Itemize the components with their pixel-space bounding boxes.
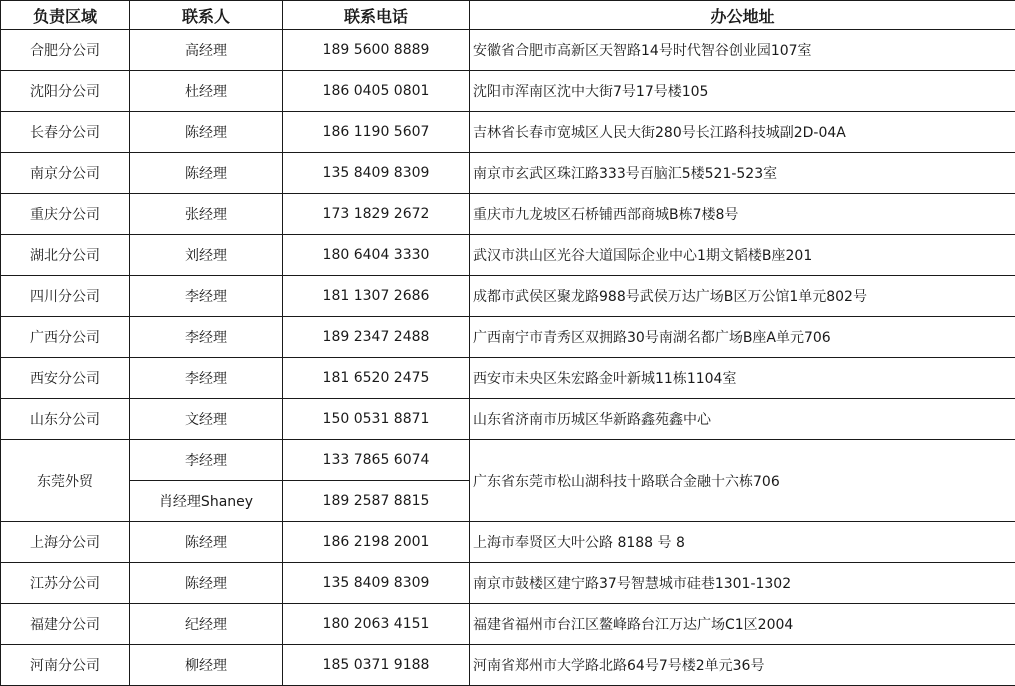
address-cell: 南京市鼓楼区建宁路37号智慧城市硅巷1301-1302 <box>470 563 1015 604</box>
phone-cell: 181 1307 2686 <box>283 276 470 317</box>
phone-cell: 185 0371 9188 <box>283 645 470 686</box>
region-cell: 广西分公司 <box>1 317 130 358</box>
contact-cell: 李经理 <box>130 276 283 317</box>
contact-cell: 杜经理 <box>130 71 283 112</box>
address-cell: 河南省郑州市大学路北路64号7号楼2单元36号 <box>470 645 1015 686</box>
table-row <box>1 645 1015 686</box>
address-cell: 吉林省长春市宽城区人民大街280号长江路科技城副2D-04A <box>470 112 1015 153</box>
region-cell: 福建分公司 <box>1 604 130 645</box>
phone-cell: 189 2587 8815 <box>283 481 470 522</box>
region-cell: 南京分公司 <box>1 153 130 194</box>
phone-cell: 173 1829 2672 <box>283 194 470 235</box>
header-contact: 联系人 <box>130 1 283 30</box>
phone-cell: 189 5600 8889 <box>283 30 470 71</box>
phone-cell: 135 8409 8309 <box>283 153 470 194</box>
table-row <box>1 30 1015 71</box>
table-row <box>1 112 1015 153</box>
table-row-dongguan <box>1 440 1015 481</box>
table-row <box>1 522 1015 563</box>
phone-cell: 186 1190 5607 <box>283 112 470 153</box>
contact-cell: 高经理 <box>130 30 283 71</box>
phone-cell: 186 2198 2001 <box>283 522 470 563</box>
phone-cell: 180 6404 3330 <box>283 235 470 276</box>
contact-cell: 陈经理 <box>130 522 283 563</box>
contact-cell: 肖经理Shaney <box>130 481 283 522</box>
contact-cell: 纪经理 <box>130 604 283 645</box>
region-cell: 河南分公司 <box>1 645 130 686</box>
address-cell: 沈阳市浑南区沈中大街7号17号楼105 <box>470 71 1015 112</box>
address-cell: 成都市武侯区聚龙路988号武侯万达广场B区万公馆1单元802号 <box>470 276 1015 317</box>
header-region: 负责区域 <box>1 1 130 30</box>
address-cell: 西安市未央区朱宏路金叶新城11栋1104室 <box>470 358 1015 399</box>
table-row <box>1 317 1015 358</box>
contact-cell: 陈经理 <box>130 112 283 153</box>
region-cell: 山东分公司 <box>1 399 130 440</box>
region-cell: 江苏分公司 <box>1 563 130 604</box>
header-row <box>1 1 1015 30</box>
table-row <box>1 153 1015 194</box>
region-cell: 上海分公司 <box>1 522 130 563</box>
phone-cell: 181 6520 2475 <box>283 358 470 399</box>
contact-cell: 李经理 <box>130 358 283 399</box>
address-cell: 南京市玄武区珠江路333号百脑汇5楼521-523室 <box>470 153 1015 194</box>
table-row <box>1 276 1015 317</box>
table-row <box>1 71 1015 112</box>
address-cell: 重庆市九龙坡区石桥铺西部商城B栋7楼8号 <box>470 194 1015 235</box>
contact-cell: 李经理 <box>130 317 283 358</box>
contact-cell: 陈经理 <box>130 563 283 604</box>
contact-cell: 李经理 <box>130 440 283 481</box>
region-cell: 沈阳分公司 <box>1 71 130 112</box>
address-cell: 广东省东莞市松山湖科技十路联合金融十六栋706 <box>470 440 1015 522</box>
region-cell: 湖北分公司 <box>1 235 130 276</box>
address-cell: 广西南宁市青秀区双拥路30号南湖名都广场B座A单元706 <box>470 317 1015 358</box>
region-cell: 四川分公司 <box>1 276 130 317</box>
contact-cell: 文经理 <box>130 399 283 440</box>
contact-cell: 柳经理 <box>130 645 283 686</box>
phone-cell: 150 0531 8871 <box>283 399 470 440</box>
phone-cell: 180 2063 4151 <box>283 604 470 645</box>
region-cell: 长春分公司 <box>1 112 130 153</box>
phone-cell: 186 0405 0801 <box>283 71 470 112</box>
table-row <box>1 235 1015 276</box>
phone-cell: 135 8409 8309 <box>283 563 470 604</box>
region-cell: 重庆分公司 <box>1 194 130 235</box>
region-cell: 合肥分公司 <box>1 30 130 71</box>
address-cell: 上海市奉贤区大叶公路 8188 号 8 <box>470 522 1015 563</box>
phone-cell: 189 2347 2488 <box>283 317 470 358</box>
region-cell: 西安分公司 <box>1 358 130 399</box>
address-cell: 武汉市洪山区光谷大道国际企业中心1期文韬楼B座201 <box>470 235 1015 276</box>
table-row <box>1 399 1015 440</box>
table-row <box>1 563 1015 604</box>
address-cell: 安徽省合肥市高新区天智路14号时代智谷创业园107室 <box>470 30 1015 71</box>
contact-cell: 陈经理 <box>130 153 283 194</box>
table-row <box>1 358 1015 399</box>
region-cell: 东莞外贸 <box>1 440 130 522</box>
contact-cell: 刘经理 <box>130 235 283 276</box>
table-row <box>1 604 1015 645</box>
address-cell: 山东省济南市历城区华新路鑫苑鑫中心 <box>470 399 1015 440</box>
address-cell: 福建省福州市台江区鳌峰路台江万达广场C1区2004 <box>470 604 1015 645</box>
contact-cell: 张经理 <box>130 194 283 235</box>
phone-cell: 133 7865 6074 <box>283 440 470 481</box>
header-phone: 联系电话 <box>283 1 470 30</box>
table-row <box>1 194 1015 235</box>
header-address: 办公地址 <box>470 1 1015 30</box>
